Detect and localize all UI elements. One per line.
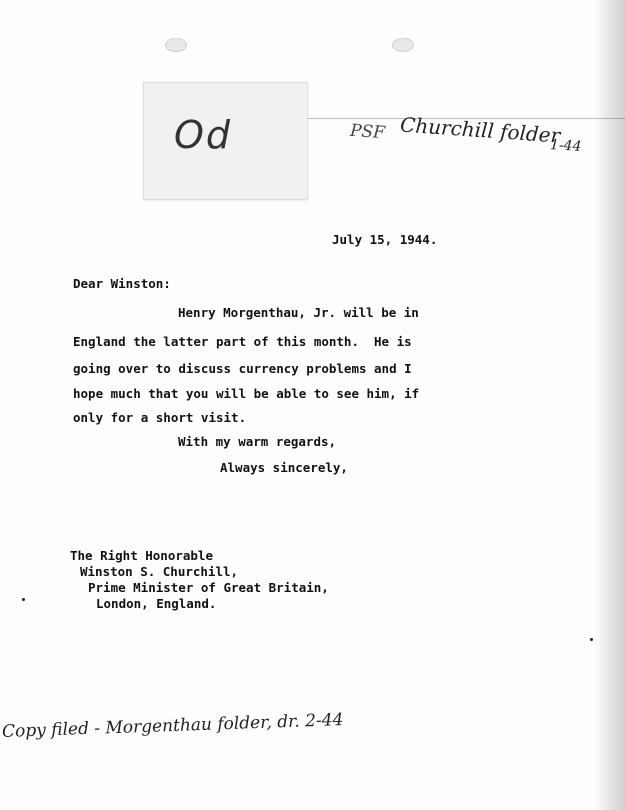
handwritten-folder-date: 1-44 — [549, 137, 582, 155]
address-line: Prime Minister of Great Britain, — [88, 580, 329, 595]
letter-date: July 15, 1944. — [332, 232, 438, 247]
address-line: London, England. — [96, 596, 217, 611]
address-line: Winston S. Churchill, — [80, 564, 239, 579]
punch-hole — [392, 38, 414, 52]
address-line: The Right Honorable — [70, 548, 213, 563]
punch-hole — [165, 38, 187, 52]
letter-body-line: England the latter part of this month. He is — [73, 334, 412, 349]
paper-speck — [22, 598, 25, 601]
handwritten-copy-filed-note: Copy filed - Morgenthau folder, dr. 2-44 — [1, 710, 344, 742]
letter-body-line: only for a short visit. — [73, 410, 247, 425]
handwritten-psf: PSF — [349, 120, 386, 144]
handwritten-folder-note: Churchill folder — [399, 112, 561, 148]
letter-body-line: Henry Morgenthau, Jr. will be in — [178, 305, 419, 320]
paper-speck — [590, 638, 593, 641]
letter-signoff: Always sincerely, — [220, 460, 348, 475]
letter-closing: With my warm regards, — [178, 434, 337, 449]
page-edge-shadow — [595, 0, 625, 810]
letter-salutation: Dear Winston: — [73, 276, 171, 291]
letter-body-line: hope much that you will be able to see him, if — [73, 386, 420, 401]
sticky-note-text: Od — [174, 113, 233, 157]
sticky-note — [143, 82, 308, 200]
letter-body-line: going over to discuss currency problems and I — [73, 361, 412, 376]
